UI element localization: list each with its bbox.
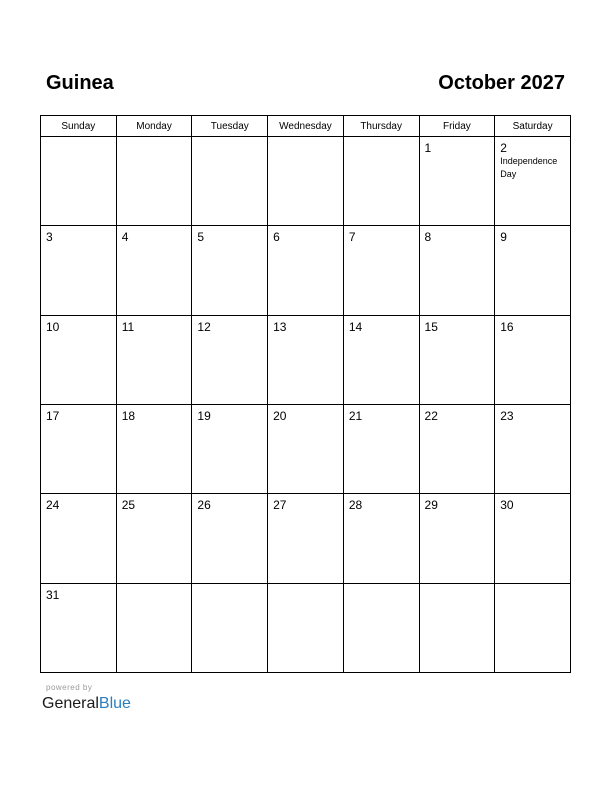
holiday-label: Independence Day (500, 156, 558, 179)
day-number: 11 (121, 319, 135, 334)
day-number: 24 (46, 498, 60, 513)
day-cell (495, 404, 571, 493)
weekday-header-row (41, 116, 571, 137)
day-cell (495, 315, 571, 404)
day-number (420, 584, 495, 588)
day-number (117, 584, 192, 588)
day-cell (192, 315, 268, 404)
day-cell (116, 315, 192, 404)
day-cell (192, 226, 268, 315)
day-cell (268, 137, 344, 226)
logo-text-blue: Blue (98, 695, 131, 712)
day-cell (343, 404, 419, 493)
day-cell (268, 583, 344, 672)
day-cell (41, 583, 117, 672)
day-number (344, 137, 419, 141)
day-cell (419, 583, 495, 672)
day-number: 7 (348, 230, 356, 245)
day-number: 12 (197, 319, 211, 334)
powered-by-label: powered by (46, 683, 93, 692)
country-title: Guinea (46, 72, 114, 94)
day-cell (343, 315, 419, 404)
day-cell (116, 226, 192, 315)
day-cell (268, 494, 344, 583)
day-cell (116, 404, 192, 493)
day-cell (495, 226, 571, 315)
day-number: 8 (424, 230, 432, 245)
day-number: 15 (424, 319, 438, 334)
day-number: 9 (500, 230, 507, 245)
day-number (495, 584, 570, 588)
day-number: 6 (273, 230, 280, 245)
week-row (41, 315, 571, 404)
day-number: 19 (197, 408, 211, 423)
day-number: 21 (348, 408, 363, 423)
day-number: 2 (500, 141, 507, 155)
day-number: 14 (348, 319, 363, 334)
day-cell (116, 583, 192, 672)
day-cell (495, 494, 571, 583)
day-number: 30 (500, 498, 514, 513)
day-number (41, 137, 116, 141)
day-number: 3 (46, 230, 53, 245)
day-number: 4 (121, 230, 129, 245)
calendar-grid (40, 115, 571, 673)
day-cell (419, 137, 495, 226)
day-number: 23 (500, 408, 514, 423)
day-number (268, 137, 343, 141)
day-cell (495, 137, 571, 226)
day-number: 25 (121, 498, 136, 513)
day-number: 16 (500, 319, 514, 334)
weekday-header: Thursday (343, 116, 419, 137)
day-cell (116, 494, 192, 583)
week-row (41, 583, 571, 672)
calendar-body (41, 137, 571, 673)
day-number (344, 584, 419, 588)
day-cell (41, 494, 117, 583)
generalblue-logo (42, 694, 131, 714)
week-row (41, 404, 571, 493)
day-cell (41, 315, 117, 404)
week-row (41, 226, 571, 315)
day-cell (268, 226, 344, 315)
day-cell (343, 583, 419, 672)
day-number: 29 (424, 498, 438, 513)
weekday-header: Wednesday (268, 116, 344, 137)
day-number (192, 584, 267, 588)
day-cell (343, 137, 419, 226)
week-row (41, 137, 571, 226)
day-cell (192, 137, 268, 226)
weekday-header: Tuesday (192, 116, 268, 137)
week-row (41, 494, 571, 583)
day-cell (495, 583, 571, 672)
day-cell (419, 494, 495, 583)
day-number: 28 (348, 498, 363, 513)
day-number: 1 (424, 141, 432, 155)
day-cell (41, 137, 117, 226)
day-cell (192, 404, 268, 493)
day-number: 26 (197, 498, 211, 513)
day-number: 20 (273, 408, 287, 423)
day-number: 17 (46, 408, 60, 423)
weekday-header: Friday (419, 116, 495, 137)
day-cell (343, 226, 419, 315)
day-number: 27 (273, 498, 287, 513)
month-year-title: October 2027 (438, 72, 565, 94)
day-cell (192, 583, 268, 672)
day-number: 18 (121, 408, 136, 423)
day-cell (41, 226, 117, 315)
day-number (117, 137, 192, 141)
logo-text-general: General (42, 695, 99, 712)
day-cell (419, 404, 495, 493)
day-number: 22 (424, 408, 438, 423)
day-cell (41, 404, 117, 493)
day-number: 13 (273, 319, 287, 334)
day-cell (192, 494, 268, 583)
day-number (268, 584, 343, 588)
day-cell (116, 137, 192, 226)
weekday-header: Sunday (41, 116, 117, 137)
day-cell (343, 494, 419, 583)
day-cell (268, 404, 344, 493)
day-cell (268, 315, 344, 404)
day-number: 10 (46, 319, 60, 334)
weekday-header: Saturday (495, 116, 571, 137)
day-number (192, 137, 267, 141)
weekday-header: Monday (116, 116, 192, 137)
day-number: 5 (197, 230, 205, 245)
day-cell (419, 226, 495, 315)
day-cell (419, 315, 495, 404)
day-number: 31 (46, 587, 60, 602)
